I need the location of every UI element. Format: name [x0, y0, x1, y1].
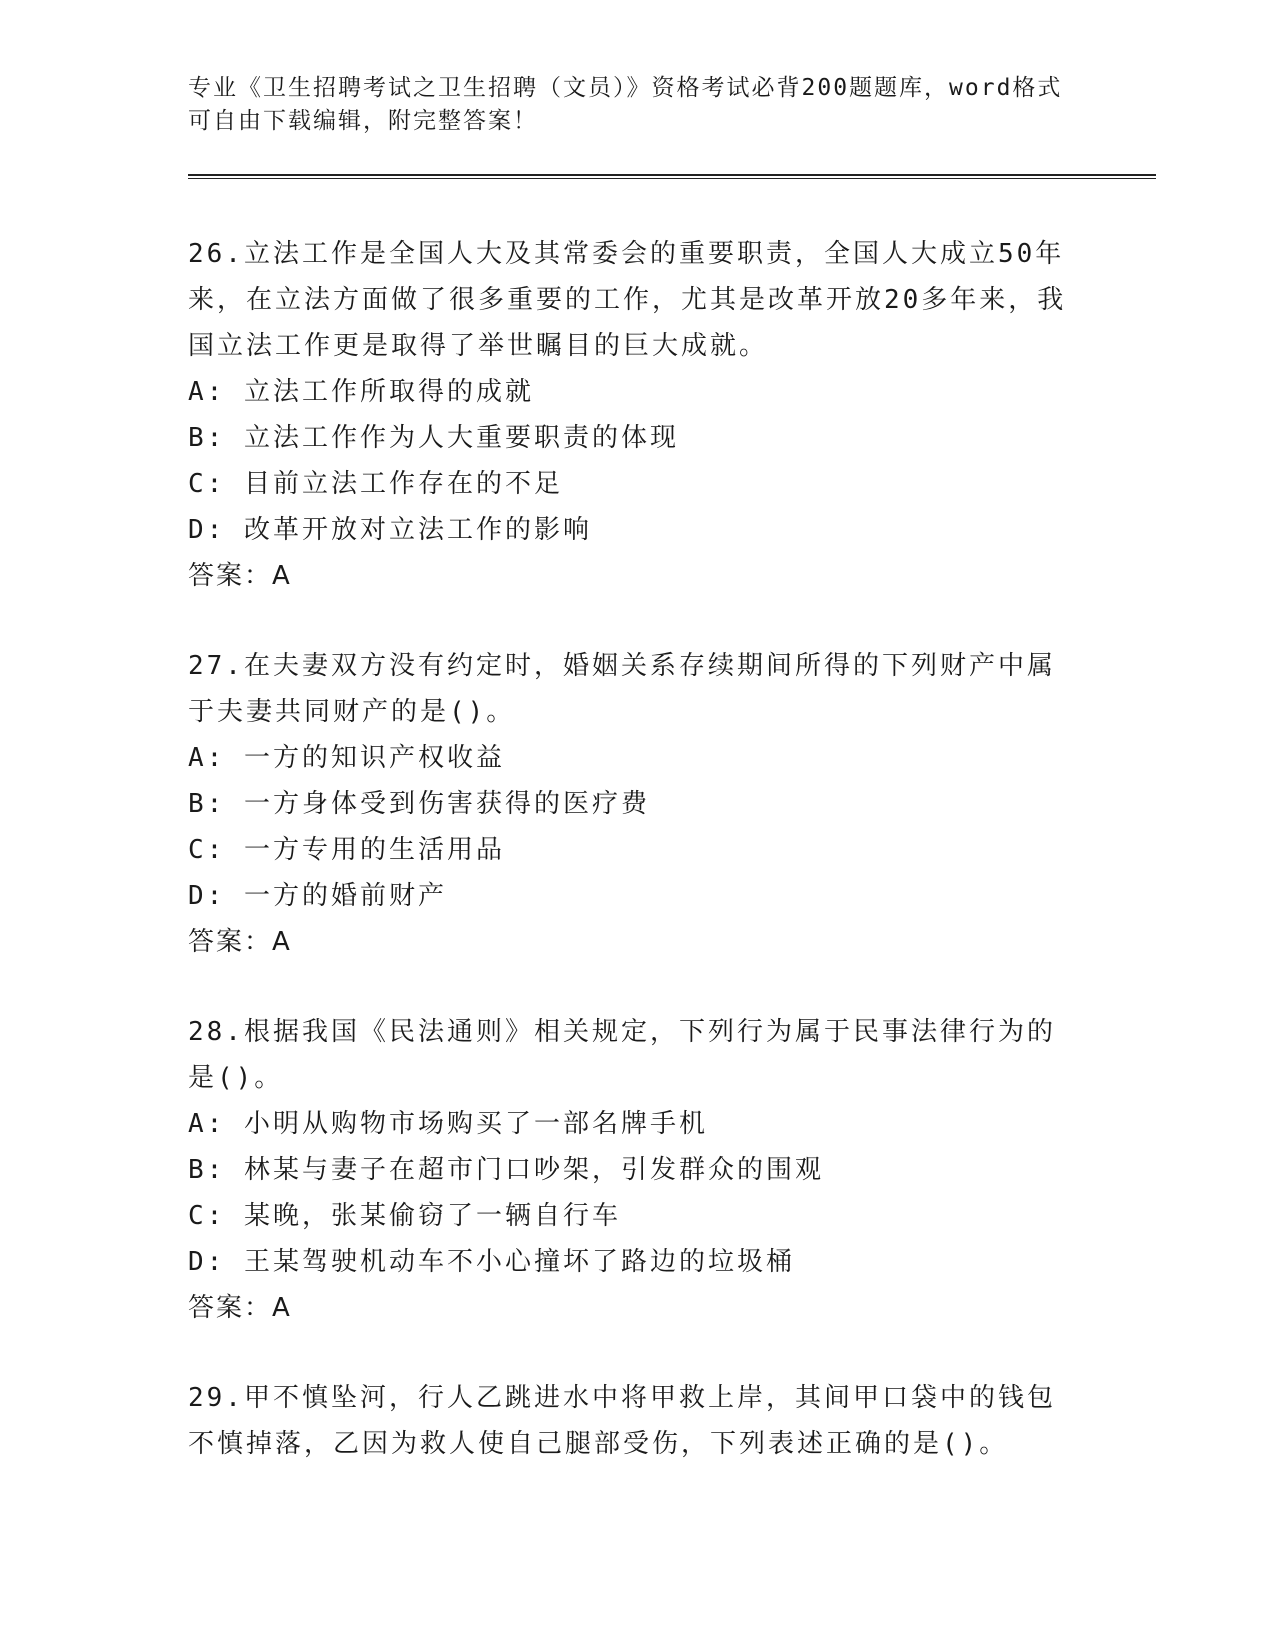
question-29 [188, 1375, 1156, 1467]
option-b: B: 一方身体受到伤害获得的医疗费 [188, 789, 650, 819]
option-b: B: 立法工作作为人大重要职责的体现 [188, 423, 679, 453]
option-c: C: 某晚，张某偷窃了一辆自行车 [188, 1201, 621, 1231]
option-d: D: 改革开放对立法工作的影响 [188, 515, 592, 545]
document-page [188, 72, 1156, 1511]
header-divider [188, 174, 1156, 179]
answer-line: 答案：A [188, 561, 292, 591]
option-a: A: 立法工作所取得的成就 [188, 377, 534, 407]
question-list [188, 231, 1156, 1467]
answer-line: 答案：A [188, 927, 292, 957]
option-d: D: 一方的婚前财产 [188, 881, 447, 911]
question-stem: 29.甲不慎坠河，行人乙跳进水中将甲救上岸，其间甲口袋中的钱包不慎掉落，乙因为救人使自己腿部受伤，下列表述正确的是()。 [188, 1383, 1056, 1459]
question-28 [188, 1009, 1156, 1331]
option-c: C: 目前立法工作存在的不足 [188, 469, 563, 499]
document-intro: 专业《卫生招聘考试之卫生招聘（文员）》资格考试必背200题题库，word格式可自由下载编辑，附完整答案！ [188, 75, 1063, 134]
option-d: D: 王某驾驶机动车不小心撞坏了路边的垃圾桶 [188, 1247, 795, 1277]
answer-line: 答案：A [188, 1293, 292, 1323]
option-b: B: 林某与妻子在超市门口吵架，引发群众的围观 [188, 1155, 824, 1185]
question-stem: 27.在夫妻双方没有约定时，婚姻关系存续期间所得的下列财产中属于夫妻共同财产的是()。 [188, 651, 1056, 727]
option-a: A: 小明从购物市场购买了一部名牌手机 [188, 1109, 708, 1139]
question-26 [188, 231, 1156, 599]
option-c: C: 一方专用的生活用品 [188, 835, 505, 865]
question-27 [188, 643, 1156, 965]
question-stem: 28.根据我国《民法通则》相关规定，下列行为属于民事法律行为的是()。 [188, 1017, 1056, 1093]
option-a: A: 一方的知识产权收益 [188, 743, 505, 773]
question-stem: 26.立法工作是全国人大及其常委会的重要职责，全国人大成立50年来，在立法方面做了很多重要的工作，尤其是改革开放20多年来，我国立法工作更是取得了举世瞩目的巨大成就。 [188, 239, 1067, 361]
